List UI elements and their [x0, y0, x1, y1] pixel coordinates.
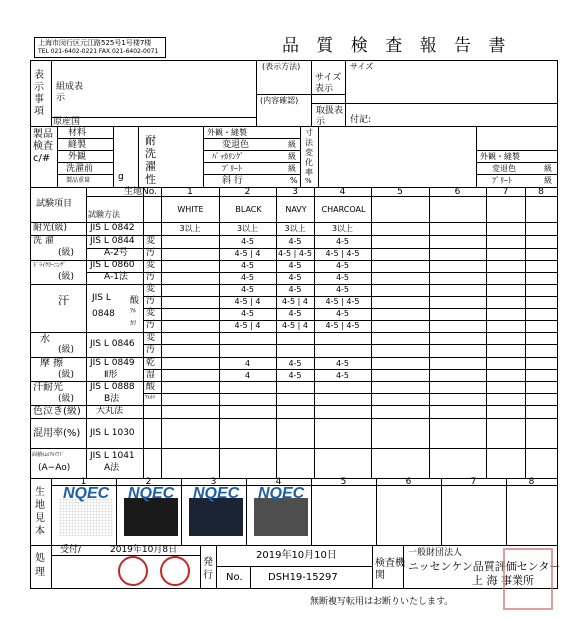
sweatlight-grade: (級)	[58, 394, 75, 404]
cell-value: 4-5	[288, 261, 302, 270]
org-line-1: 一般財団法人	[408, 548, 463, 558]
issue-date: 2019年10月10日	[256, 550, 337, 561]
cell-value: 4-5 | 4	[282, 297, 308, 306]
row-method: ｶﾘ	[130, 320, 137, 327]
company-address: 上海市闵行区元江路525号1号楼7楼	[38, 39, 152, 47]
sweatlight-method: JIS L 0888	[90, 382, 135, 392]
company-seal	[503, 548, 553, 610]
cell-value: 4-5	[288, 273, 302, 282]
row-method: ｱﾙ	[130, 308, 137, 315]
nqec-logo-text: NQEC	[63, 485, 110, 502]
blend-method: JIS L 1030	[90, 428, 135, 438]
bleed-item: 色泣き(級)	[33, 406, 81, 417]
row-item: 汗	[58, 294, 69, 307]
sample-number-8: 8	[528, 477, 535, 487]
row-item: ﾄﾞﾗｲｸﾘｰﾆﾝｸﾞ	[33, 262, 67, 269]
rub-cell-value: 4-5	[335, 359, 350, 368]
rub-sub-dry: 乾	[146, 358, 156, 368]
sweatlight-sub-acid: 酸	[146, 382, 156, 392]
cell-value: 3以上	[284, 224, 306, 233]
sample-number-6: 6	[405, 477, 412, 487]
column-number-8: 8	[538, 187, 544, 197]
column-number-6: 6	[454, 187, 461, 197]
cell-value: 4-5 | 4	[282, 321, 308, 330]
column-number-4: 4	[339, 187, 346, 197]
appearance-item-2: ﾊﾟｯｶﾘﾝｸﾞ	[212, 152, 244, 161]
row-item: 洗 濯	[33, 236, 54, 246]
appearance-unit-2: 級	[288, 152, 296, 161]
cell-value: 4-5	[288, 309, 302, 318]
water-method: JIS L 0846	[90, 339, 135, 349]
appearance-item-0: 外観・縫製	[207, 128, 247, 137]
cell-value: 4-5 | 4-5	[325, 297, 360, 306]
row-method: JIS L 0844	[90, 236, 135, 246]
fabric-swatch-2	[124, 498, 178, 536]
inspection-item-sewing: 縫製	[68, 140, 87, 150]
row-item: 耐光(級)	[33, 223, 68, 233]
label-attached-note: 付記:	[350, 115, 372, 125]
report-number: DSH19-15297	[268, 572, 338, 583]
cell-value: 4-5 | 4	[234, 297, 261, 306]
report-no-label: No.	[226, 572, 243, 583]
inspection-item-appearance: 外観	[68, 152, 87, 162]
sample-number-3: 3	[210, 477, 217, 487]
sample-number-2: 2	[145, 477, 152, 487]
cell-value: 4-5	[240, 237, 255, 246]
cell-value: 4-5	[335, 309, 350, 318]
sweatlight-method-2: B法	[104, 394, 120, 404]
label-size-display: サイズ表示	[315, 73, 342, 94]
color-navy: NAVY	[285, 205, 307, 214]
cell-value: 3以上	[236, 224, 259, 233]
rub-grade: (級)	[58, 370, 75, 380]
pilling-item: 面積ﾙﾑﾙｱﾙﾏﾌﾄﾞ	[32, 452, 65, 458]
rub-item: 摩 擦	[40, 358, 64, 369]
label-content-check: (内容確認)	[260, 96, 299, 105]
rub-cell-value: 4-5	[288, 359, 302, 368]
color-black: BLACK	[235, 205, 262, 214]
header-fabric-no: 生地No.	[124, 187, 157, 197]
right-unit-2: 級	[544, 176, 552, 185]
label-display-method: (表示方法)	[262, 62, 301, 71]
cell-value: 4-5 | 4-5	[278, 249, 312, 258]
water-sub-stain: 汚	[146, 345, 156, 355]
row-sub: 汚	[146, 296, 156, 306]
nqec-logo-text: NQEC	[128, 485, 175, 502]
column-number-3: 3	[292, 187, 298, 197]
footer-notice: 無断複写転用はお断りいたします。	[310, 597, 454, 607]
color-white: WHITE	[177, 205, 204, 214]
sample-number-7: 7	[470, 477, 477, 487]
rub-cell-value: 4-5	[288, 371, 302, 380]
dimension-unit: %	[305, 177, 312, 185]
row-sub: 変	[146, 284, 156, 294]
label-size: サイズ	[350, 62, 374, 71]
column-number-1: 1	[187, 187, 193, 197]
sweat-method: JIS L 0848	[92, 293, 115, 319]
cell-value: 4-5	[288, 237, 302, 246]
blend-item: 混用率(%)	[33, 428, 81, 439]
sweatlight-item: 汗耐光	[33, 382, 63, 393]
appearance-item-3: ﾌﾟﾘｰﾄ	[222, 164, 242, 173]
appearance-unit-1: 級	[288, 140, 296, 149]
weight-unit: g	[118, 172, 124, 182]
column-number-5: 5	[397, 187, 403, 197]
company-tel-fax: TEL 021-6402-0221 FAX 021-6402-0071	[38, 48, 159, 55]
row-method: 酸	[130, 296, 140, 306]
appearance-unit-3: 級	[288, 164, 296, 173]
row-sub: 変	[146, 260, 156, 270]
sample-number-5: 5	[340, 477, 347, 487]
nqec-logo-text: NQEC	[258, 485, 305, 502]
row-sub: 汚	[146, 248, 156, 258]
process-label: 処理	[35, 553, 45, 578]
pilling-grade: (A−Ao)	[38, 463, 71, 473]
fabric-sample-label: 生地見本	[35, 487, 45, 537]
sample-number-4: 4	[275, 477, 282, 487]
right-item-0: 外観・縫製	[480, 152, 520, 161]
cell-value: 3以上	[179, 224, 201, 233]
page-title: 品 質 検 査 報 告 書	[282, 36, 512, 56]
cell-value: 4-5 | 4-5	[325, 249, 360, 258]
label-inspection: 製品検査c/#	[33, 129, 53, 164]
org-line-3: 上 海 事業所	[472, 574, 534, 587]
row-sub: 汚	[146, 320, 156, 330]
received-date: 2019年10月8日	[110, 545, 178, 555]
org-line-2: ニッセンケン品質評価センター	[408, 560, 561, 573]
row-sub: 変	[146, 236, 156, 246]
label-composition: 組成表示	[56, 82, 84, 103]
issue-label: 発行	[203, 557, 213, 581]
row-method: A-1法	[104, 272, 128, 282]
header-test-item: 試験項目	[36, 199, 73, 209]
rub-method: JIS L 0849	[90, 358, 135, 368]
inspection-org-label: 検査機関	[375, 558, 405, 581]
rub-method-2: Ⅱ形	[104, 370, 118, 380]
fabric-swatch-4	[254, 498, 308, 536]
fabric-swatch-3	[189, 498, 243, 536]
cell-value: 4-5	[335, 273, 350, 282]
rub-cell-value: 4-5	[335, 371, 350, 380]
cell-value: 4-5	[240, 261, 255, 270]
appearance-item-4: 斜 行	[222, 176, 243, 186]
right-unit-1: 級	[544, 164, 552, 173]
column-number-7: 7	[502, 187, 509, 197]
inspection-item-material: 材料	[68, 128, 87, 138]
row-sub: 汚	[146, 272, 156, 282]
right-item-1: 変退色	[492, 164, 516, 173]
rub-cell-value: 4	[244, 359, 251, 368]
cell-value: 4-5	[335, 237, 350, 246]
color-charcoal: CHARCOAL	[321, 205, 366, 214]
header-test-method: 試験方法	[88, 210, 120, 219]
column-number-2: 2	[244, 187, 251, 197]
label-hyoji-jiko: 表示事項	[34, 70, 44, 117]
pilling-method: JIS L 1041	[90, 451, 135, 461]
row-sub: 変	[146, 308, 156, 318]
cell-value: 4-5 | 4	[234, 321, 261, 330]
right-item-2: ﾌﾟﾘｰﾄ	[492, 176, 512, 185]
nqec-logo-text: NQEC	[193, 485, 240, 502]
appearance-unit-4: %	[290, 176, 298, 185]
stamp-chen	[160, 556, 190, 586]
bleed-method: 大丸法	[96, 406, 124, 416]
cell-value: 3以上	[331, 224, 354, 233]
inspection-item-before-wash: 洗濯前	[66, 164, 94, 174]
label-wash-resistance: 耐洗濯性	[145, 134, 156, 186]
label-product-weight: 製品重量	[66, 177, 91, 184]
label-origin: 原産国	[53, 117, 81, 127]
water-sub-change: 変	[146, 333, 156, 343]
pilling-method-2: A法	[104, 463, 120, 473]
fabric-swatch-1	[59, 498, 113, 536]
label-dimension-change: 寸法変化率	[305, 128, 313, 177]
label-handling-display: 取扱表示	[316, 106, 344, 127]
cell-value: 4-5	[288, 285, 302, 294]
water-grade: (級)	[58, 345, 75, 355]
appearance-item-1: 変退色	[222, 140, 250, 150]
row-method: JIS L 0842	[90, 223, 135, 233]
cell-value: 4-5	[240, 285, 255, 294]
rub-sub-wet: 湿	[146, 370, 156, 380]
rub-cell-value: 4	[244, 371, 251, 380]
sweatlight-sub-alkali: ｱﾙｶﾘ	[145, 395, 156, 401]
water-item: 水	[40, 334, 50, 345]
cell-value: 4-5 | 4	[234, 249, 261, 258]
row-item: (級)	[58, 248, 75, 258]
stamp-tanaka	[118, 556, 148, 586]
cell-value: 4-5	[335, 261, 350, 270]
cell-value: 4-5 | 4-5	[325, 321, 360, 330]
sample-number-1: 1	[80, 477, 87, 487]
cell-value: 4-5	[240, 309, 255, 318]
cell-value: 4-5	[240, 273, 255, 282]
received-label: 受付/	[60, 545, 82, 555]
row-method: JIS L 0860	[90, 260, 135, 270]
row-method: A-2号	[104, 248, 128, 258]
cell-value: 4-5	[335, 285, 350, 294]
row-item: (級)	[58, 272, 75, 282]
